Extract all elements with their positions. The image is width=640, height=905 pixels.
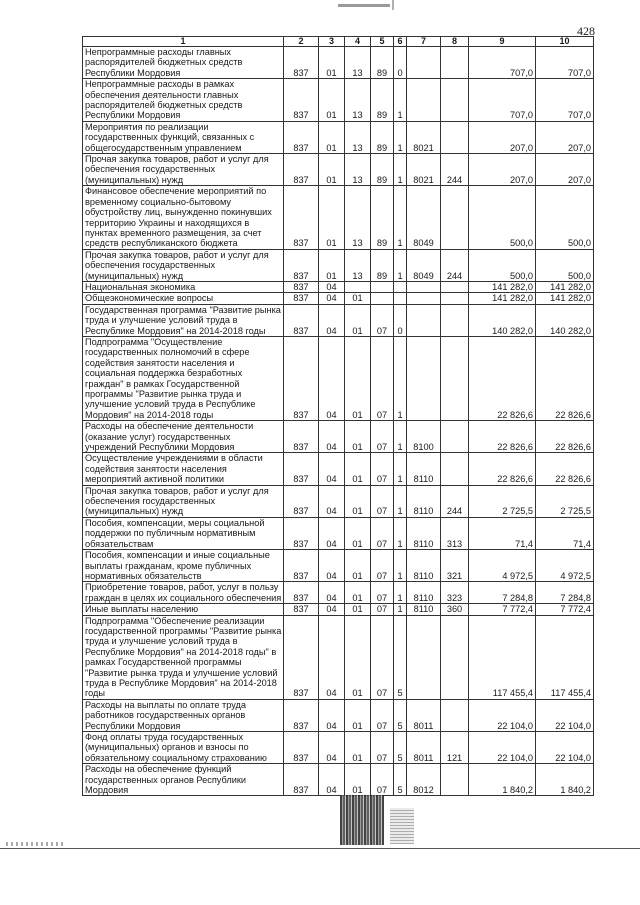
amount-total-cell: 7 284,8	[536, 582, 594, 604]
subsection-code-cell: 01	[345, 293, 371, 304]
row-name-cell: Пособия, компенсации и иные социальные выплаты гражданам, кроме публичных нормативных обязательств	[83, 550, 284, 582]
section-code-cell: 04	[319, 281, 345, 292]
row-name-cell: Расходы на выплаты по оплате труда работников государственных органов Республики Мордовия	[83, 699, 284, 731]
table-header-row	[83, 37, 594, 47]
expense-type-cell: 313	[441, 517, 469, 549]
header-cell: 9	[469, 37, 536, 47]
amount-total-cell: 707,0	[536, 47, 594, 79]
amount-cell: 207,0	[469, 154, 536, 186]
subsection-code-cell: 13	[345, 186, 371, 249]
expense-type-cell: 244	[441, 154, 469, 186]
program-code-cell: 89	[371, 249, 394, 281]
subsection-code-cell: 13	[345, 79, 371, 122]
chapter-code-cell: 837	[284, 186, 319, 249]
table-row	[83, 604, 594, 615]
expense-type-cell	[441, 699, 469, 731]
table-row	[83, 485, 594, 517]
target-article-cell	[407, 47, 441, 79]
subsection-code-cell: 13	[345, 121, 371, 153]
program-code-cell: 07	[371, 453, 394, 485]
row-name-cell: Иные выплаты населению	[83, 604, 284, 615]
subprogram-code-cell	[394, 293, 407, 304]
program-code-cell: 89	[371, 154, 394, 186]
target-article-cell	[407, 615, 441, 699]
program-code-cell: 07	[371, 421, 394, 453]
program-code-cell: 07	[371, 604, 394, 615]
row-name-cell: Пособия, компенсации, меры социальной поддержки по публичным нормативным обязательствам	[83, 517, 284, 549]
scan-artifact-top	[338, 4, 390, 7]
subprogram-code-cell: 5	[394, 764, 407, 796]
row-name-cell: Непрограммные расходы главных распорядителей бюджетных средств Республики Мордовия	[83, 47, 284, 79]
expense-type-cell	[441, 293, 469, 304]
section-code-cell: 04	[319, 582, 345, 604]
expense-type-cell	[441, 615, 469, 699]
target-article-cell: 8011	[407, 699, 441, 731]
expense-type-cell: 244	[441, 249, 469, 281]
subsection-code-cell: 01	[345, 304, 371, 336]
subsection-code-cell: 01	[345, 582, 371, 604]
program-code-cell: 07	[371, 615, 394, 699]
subprogram-code-cell: 1	[394, 421, 407, 453]
section-code-cell: 04	[319, 517, 345, 549]
subsection-code-cell	[345, 281, 371, 292]
table-row	[83, 281, 594, 292]
subprogram-code-cell: 1	[394, 249, 407, 281]
target-article-cell: 8110	[407, 453, 441, 485]
subsection-code-cell: 13	[345, 154, 371, 186]
section-code-cell: 01	[319, 79, 345, 122]
subprogram-code-cell: 1	[394, 550, 407, 582]
chapter-code-cell: 837	[284, 517, 319, 549]
expense-type-cell	[441, 47, 469, 79]
expense-type-cell: 321	[441, 550, 469, 582]
subsection-code-cell: 01	[345, 421, 371, 453]
section-code-cell: 01	[319, 121, 345, 153]
section-code-cell: 04	[319, 421, 345, 453]
chapter-code-cell: 837	[284, 421, 319, 453]
chapter-code-cell: 837	[284, 304, 319, 336]
section-code-cell: 04	[319, 336, 345, 420]
subsection-code-cell: 01	[345, 615, 371, 699]
expense-type-cell	[441, 336, 469, 420]
target-article-cell: 8049	[407, 249, 441, 281]
table-row	[83, 186, 594, 249]
row-name-cell: Национальная экономика	[83, 281, 284, 292]
row-name-cell: Прочая закупка товаров, работ и услуг для обеспечения государственных (муниципальных) нужд	[83, 249, 284, 281]
expense-type-cell	[441, 121, 469, 153]
target-article-cell: 8021	[407, 154, 441, 186]
amount-cell: 141 282,0	[469, 293, 536, 304]
chapter-code-cell: 837	[284, 485, 319, 517]
program-code-cell: 07	[371, 304, 394, 336]
table-row	[83, 550, 594, 582]
table-row	[83, 615, 594, 699]
table-row	[83, 79, 594, 122]
subprogram-code-cell: 5	[394, 699, 407, 731]
subprogram-code-cell: 5	[394, 615, 407, 699]
table-row	[83, 699, 594, 731]
table-row	[83, 293, 594, 304]
subprogram-code-cell: 1	[394, 485, 407, 517]
subsection-code-cell: 01	[345, 550, 371, 582]
program-code-cell: 89	[371, 121, 394, 153]
subsection-code-cell: 01	[345, 732, 371, 764]
section-code-cell: 01	[319, 47, 345, 79]
amount-total-cell: 207,0	[536, 154, 594, 186]
amount-total-cell: 2 725,5	[536, 485, 594, 517]
section-code-cell: 04	[319, 453, 345, 485]
amount-total-cell: 707,0	[536, 79, 594, 122]
target-article-cell: 8110	[407, 517, 441, 549]
program-code-cell	[371, 293, 394, 304]
target-article-cell: 8021	[407, 121, 441, 153]
amount-total-cell: 22 104,0	[536, 732, 594, 764]
target-article-cell: 8110	[407, 604, 441, 615]
amount-total-cell: 71,4	[536, 517, 594, 549]
table-row	[83, 304, 594, 336]
row-name-cell: Осуществление учреждениями в области содействия занятости населения мероприятий активной политики	[83, 453, 284, 485]
amount-cell: 71,4	[469, 517, 536, 549]
subsection-code-cell: 01	[345, 336, 371, 420]
section-code-cell: 04	[319, 485, 345, 517]
chapter-code-cell: 837	[284, 281, 319, 292]
chapter-code-cell: 837	[284, 249, 319, 281]
section-code-cell: 01	[319, 186, 345, 249]
expense-type-cell: 121	[441, 732, 469, 764]
expense-type-cell	[441, 421, 469, 453]
amount-cell: 4 972,5	[469, 550, 536, 582]
chapter-code-cell: 837	[284, 732, 319, 764]
amount-total-cell: 7 772,4	[536, 604, 594, 615]
chapter-code-cell: 837	[284, 550, 319, 582]
scan-artifact-bottom-left	[6, 842, 66, 846]
target-article-cell: 8110	[407, 550, 441, 582]
program-code-cell: 07	[371, 517, 394, 549]
table-row	[83, 421, 594, 453]
amount-total-cell: 140 282,0	[536, 304, 594, 336]
subsection-code-cell: 01	[345, 764, 371, 796]
table-row	[83, 121, 594, 153]
subsection-code-cell: 13	[345, 47, 371, 79]
header-cell: 1	[83, 37, 284, 47]
target-article-cell: 8100	[407, 421, 441, 453]
amount-cell: 22 826,6	[469, 336, 536, 420]
amount-cell: 707,0	[469, 79, 536, 122]
subprogram-code-cell: 1	[394, 79, 407, 122]
amount-cell: 22 104,0	[469, 699, 536, 731]
row-name-cell: Подпрограмма "Осуществление государственных полномочий в сфере содействия занятости населения и социальная поддержка безработных граждан" в рамках Государственной программы "Развитие рынка труда и улучшение условий труда в Республике Мордовия" на 2014-2018 годы	[83, 336, 284, 420]
subsection-code-cell: 13	[345, 249, 371, 281]
row-name-cell: Общеэкономические вопросы	[83, 293, 284, 304]
row-name-cell: Приобретение товаров, работ, услуг в пользу граждан в целях их социального обеспечения	[83, 582, 284, 604]
program-code-cell: 07	[371, 550, 394, 582]
row-name-cell: Непрограммные расходы в рамках обеспечения деятельности главных распорядителей бюджетных средств Республики Мордовия	[83, 79, 284, 122]
section-code-cell: 04	[319, 764, 345, 796]
chapter-code-cell: 837	[284, 293, 319, 304]
section-code-cell: 04	[319, 550, 345, 582]
subprogram-code-cell: 1	[394, 154, 407, 186]
amount-cell: 22 826,6	[469, 421, 536, 453]
expense-type-cell	[441, 304, 469, 336]
program-code-cell: 89	[371, 79, 394, 122]
subsection-code-cell: 01	[345, 485, 371, 517]
expense-type-cell: 323	[441, 582, 469, 604]
program-code-cell: 07	[371, 699, 394, 731]
expense-type-cell: 360	[441, 604, 469, 615]
scan-artifact-top-tick	[392, 0, 394, 10]
subprogram-code-cell: 0	[394, 47, 407, 79]
row-name-cell: Расходы на обеспечение деятельности (оказание услуг) государственных учреждений Республики Мордовия	[83, 421, 284, 453]
amount-cell: 7 284,8	[469, 582, 536, 604]
amount-cell: 2 725,5	[469, 485, 536, 517]
row-name-cell: Прочая закупка товаров, работ и услуг для обеспечения государственных (муниципальных) нужд	[83, 485, 284, 517]
table-row	[83, 764, 594, 796]
table-row	[83, 582, 594, 604]
amount-cell: 500,0	[469, 186, 536, 249]
amount-cell: 22 826,6	[469, 453, 536, 485]
subsection-code-cell: 01	[345, 517, 371, 549]
program-code-cell: 07	[371, 732, 394, 764]
amount-total-cell: 207,0	[536, 121, 594, 153]
amount-total-cell: 141 282,0	[536, 281, 594, 292]
header-cell: 2	[284, 37, 319, 47]
chapter-code-cell: 837	[284, 764, 319, 796]
amount-cell: 141 282,0	[469, 281, 536, 292]
subprogram-code-cell: 0	[394, 304, 407, 336]
chapter-code-cell: 837	[284, 121, 319, 153]
amount-cell: 1 840,2	[469, 764, 536, 796]
chapter-code-cell: 837	[284, 699, 319, 731]
row-name-cell: Финансовое обеспечение мероприятий по временному социально-бытовому обустройству лиц, вынужденно покинувших территорию Украины и находящихся в пунктах временного размещения, за счет средств республиканского бюджета	[83, 186, 284, 249]
program-code-cell	[371, 281, 394, 292]
section-code-cell: 04	[319, 293, 345, 304]
table-row	[83, 453, 594, 485]
expense-type-cell	[441, 79, 469, 122]
page-number: 428	[577, 24, 595, 38]
row-name-cell: Мероприятия по реализации государственных функций, связанных с общегосударственным управлением	[83, 121, 284, 153]
section-code-cell: 04	[319, 604, 345, 615]
scan-artifact-blot	[340, 795, 384, 845]
header-cell: 6	[394, 37, 407, 47]
target-article-cell	[407, 304, 441, 336]
target-article-cell: 8012	[407, 764, 441, 796]
subprogram-code-cell: 1	[394, 517, 407, 549]
subprogram-code-cell: 1	[394, 336, 407, 420]
expense-type-cell	[441, 281, 469, 292]
amount-total-cell: 22 104,0	[536, 699, 594, 731]
header-cell: 3	[319, 37, 345, 47]
amount-cell: 22 104,0	[469, 732, 536, 764]
subprogram-code-cell: 5	[394, 732, 407, 764]
expense-type-cell: 244	[441, 485, 469, 517]
amount-total-cell: 4 972,5	[536, 550, 594, 582]
header-cell: 7	[407, 37, 441, 47]
amount-total-cell: 22 826,6	[536, 421, 594, 453]
target-article-cell	[407, 336, 441, 420]
expense-type-cell	[441, 764, 469, 796]
target-article-cell	[407, 293, 441, 304]
subprogram-code-cell: 1	[394, 121, 407, 153]
target-article-cell: 8110	[407, 485, 441, 517]
amount-cell: 7 772,4	[469, 604, 536, 615]
amount-total-cell: 22 826,6	[536, 453, 594, 485]
row-name-cell: Подпрограмма "Обеспечение реализации государственной программы "Развитие рынка труда и улучшение условий труда в Республике Мордовия" на 2014-2018 годы" в рамках Государственной программы "Развитие рынка труда и улучшение условий труда в Республике Мордовия" на 2014-2018 годы	[83, 615, 284, 699]
amount-total-cell: 141 282,0	[536, 293, 594, 304]
expense-type-cell	[441, 186, 469, 249]
amount-total-cell: 500,0	[536, 186, 594, 249]
section-code-cell: 01	[319, 249, 345, 281]
chapter-code-cell: 837	[284, 604, 319, 615]
amount-total-cell: 22 826,6	[536, 336, 594, 420]
chapter-code-cell: 837	[284, 336, 319, 420]
program-code-cell: 07	[371, 485, 394, 517]
chapter-code-cell: 837	[284, 47, 319, 79]
table-row	[83, 732, 594, 764]
table-row	[83, 154, 594, 186]
amount-total-cell: 1 840,2	[536, 764, 594, 796]
row-name-cell: Государственная программа "Развитие рынка труда и улучшение условий труда в Республике Мордовия" на 2014-2018 годы	[83, 304, 284, 336]
chapter-code-cell: 837	[284, 79, 319, 122]
amount-cell: 117 455,4	[469, 615, 536, 699]
row-name-cell: Расходы на обеспечение функций государственных органов Республики Мордовия	[83, 764, 284, 796]
table-row	[83, 336, 594, 420]
row-name-cell: Фонд оплаты труда государственных (муниципальных) органов и взносы по обязательному социальному страхованию	[83, 732, 284, 764]
header-cell: 4	[345, 37, 371, 47]
section-code-cell: 01	[319, 154, 345, 186]
chapter-code-cell: 837	[284, 453, 319, 485]
program-code-cell: 07	[371, 764, 394, 796]
chapter-code-cell: 837	[284, 615, 319, 699]
target-article-cell: 8011	[407, 732, 441, 764]
target-article-cell: 8049	[407, 186, 441, 249]
subprogram-code-cell: 1	[394, 453, 407, 485]
section-code-cell: 04	[319, 732, 345, 764]
header-cell: 10	[536, 37, 594, 47]
target-article-cell	[407, 281, 441, 292]
target-article-cell: 8110	[407, 582, 441, 604]
amount-cell: 500,0	[469, 249, 536, 281]
subprogram-code-cell: 1	[394, 582, 407, 604]
scan-artifact-blot-secondary	[390, 808, 414, 844]
subprogram-code-cell	[394, 281, 407, 292]
table-row	[83, 47, 594, 79]
section-code-cell: 04	[319, 615, 345, 699]
budget-table	[82, 36, 594, 796]
chapter-code-cell: 837	[284, 154, 319, 186]
row-name-cell: Прочая закупка товаров, работ и услуг для обеспечения государственных (муниципальных) нужд	[83, 154, 284, 186]
header-cell: 5	[371, 37, 394, 47]
program-code-cell: 07	[371, 336, 394, 420]
target-article-cell	[407, 79, 441, 122]
program-code-cell: 07	[371, 582, 394, 604]
amount-cell: 140 282,0	[469, 304, 536, 336]
subprogram-code-cell: 1	[394, 186, 407, 249]
program-code-cell: 89	[371, 186, 394, 249]
subsection-code-cell: 01	[345, 453, 371, 485]
amount-cell: 707,0	[469, 47, 536, 79]
section-code-cell: 04	[319, 304, 345, 336]
program-code-cell: 89	[371, 47, 394, 79]
expense-type-cell	[441, 453, 469, 485]
table-row	[83, 249, 594, 281]
header-cell: 8	[441, 37, 469, 47]
amount-total-cell: 500,0	[536, 249, 594, 281]
chapter-code-cell: 837	[284, 582, 319, 604]
subprogram-code-cell: 1	[394, 604, 407, 615]
subsection-code-cell: 01	[345, 604, 371, 615]
amount-total-cell: 117 455,4	[536, 615, 594, 699]
table-row	[83, 517, 594, 549]
section-code-cell: 04	[319, 699, 345, 731]
subsection-code-cell: 01	[345, 699, 371, 731]
scan-artifact-bottom-line	[0, 848, 640, 849]
amount-cell: 207,0	[469, 121, 536, 153]
